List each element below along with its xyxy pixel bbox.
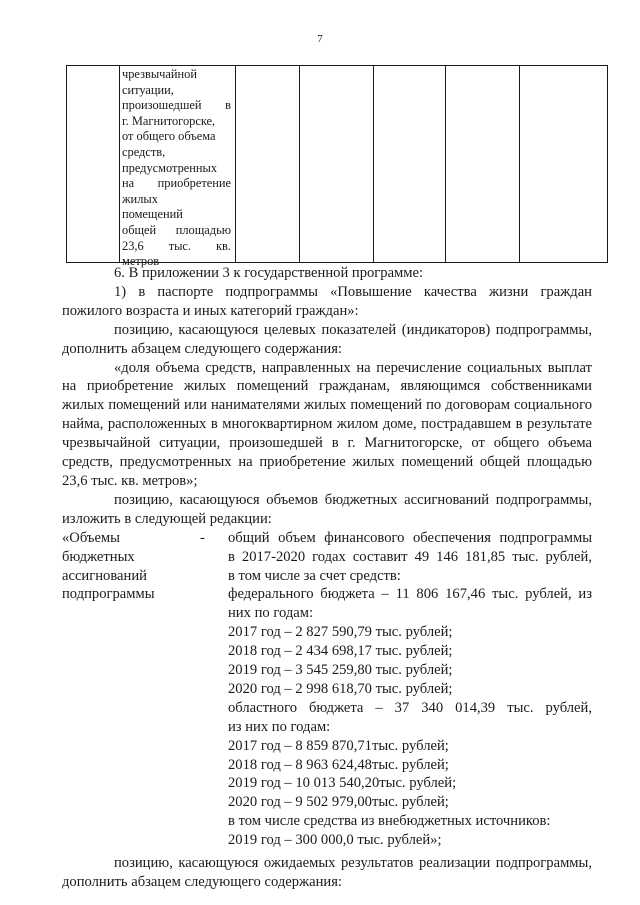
item-1-passport: 1) в паспорте подпрограммы «Повышение качества жизни граждан пожилого возраста и иных категорий граждан»: (62, 283, 592, 319)
cell-line: 23,6 тыс. кв. (122, 238, 231, 253)
volumes-line: них по годам: (228, 605, 314, 622)
volumes-dash: - (200, 529, 205, 546)
volumes-line: в том числе за счет средств: (228, 567, 401, 584)
table-cell-indicator (122, 67, 231, 270)
volumes-line: областного бюджета – 37 340 014,39 тыс. рублей, (228, 699, 592, 716)
volumes-line: 2019 год – 10 013 540,20тыс. рублей; (228, 775, 457, 792)
paragraph-budget: позицию, касающуюся объемов бюджетных ассигнований подпрограммы, изложить в следующей редакции: (62, 491, 592, 527)
cell-line: чрезвычайной (122, 67, 197, 81)
volumes-line: 2017 год – 2 827 590,79 тыс. рублей; (228, 624, 453, 641)
volumes-block (62, 529, 592, 850)
cell-line: средств, (122, 144, 166, 159)
volumes-line: общий объем финансового обеспечения подпрограммы (228, 529, 592, 546)
volumes-line: в 2017-2020 годах составит 49 146 181,85 тыс. рублей, (228, 548, 592, 565)
volumes-label-line: подпрограммы (62, 586, 155, 603)
volumes-line: 2019 год – 3 545 259,80 тыс. рублей; (228, 662, 453, 679)
page-number: 7 (317, 33, 323, 45)
volumes-label-line: ассигнований (62, 567, 147, 584)
volumes-line: 2017 год – 8 859 870,71тыс. рублей; (228, 737, 449, 754)
cell-line: на приобретение (122, 176, 231, 191)
item-6: 6. В приложении 3 к государственной программе: (114, 265, 424, 281)
volumes-line: 2020 год – 2 998 618,70 тыс. рублей; (228, 680, 453, 697)
table-col-divider (119, 65, 120, 262)
table-col-divider (373, 65, 374, 262)
cell-line: помещений (122, 207, 183, 222)
table-top-border (67, 65, 607, 66)
table-col-divider (519, 65, 520, 262)
volumes-line: 2020 год – 9 502 979,00тыс. рублей; (228, 794, 449, 811)
table-col-divider (445, 65, 446, 262)
cell-line: г. Магнитогорске, (122, 113, 216, 128)
volumes-values (228, 529, 592, 850)
cell-line: предусмотренных (122, 160, 218, 175)
volumes-label-line: бюджетных (62, 548, 135, 565)
volumes-line: в том числе средства из внебюджетных источников: (228, 813, 551, 830)
volumes-line: федерального бюджета – 11 806 167,46 тыс. рублей, из (228, 586, 592, 603)
cell-line: общей площадью (122, 222, 231, 237)
cell-line: метров (122, 254, 160, 269)
volumes-line: 2019 год – 300 000,0 тыс. рублей»; (228, 832, 442, 849)
cell-line: ситуации, (122, 82, 174, 97)
table-col-divider (235, 65, 236, 262)
cell-line: от общего объема (122, 129, 216, 144)
paragraph-results: позицию, касающуюся ожидаемых результатов реализации подпрограммы, дополнить абзацем следующего содержания: (62, 855, 592, 890)
volumes-line: 2018 год – 2 434 698,17 тыс. рублей; (228, 643, 453, 660)
volumes-label-line: «Объемы (62, 529, 120, 546)
quote-share-indicator: «доля объема средств, направленных на перечисление социальных выплат на приобретение жилых помещений гражданам, являющимся собственниками жилых помещений или нанимателями жилых помещений по договорам социального найма, расположенных в многоквартирном жилом доме, пострадавшем в результате чрезвычайной ситуации, произошедшей в г. Магнитогорске, от общего объема средств, предусмотренных на приобретение жилых помещений общей площадью 23,6 тыс. кв. метров»; (62, 359, 592, 489)
volumes-line: 2018 год – 8 963 624,48тыс. рублей; (228, 756, 449, 773)
volumes-line: из них по годам: (228, 718, 331, 735)
table-col-divider (299, 65, 300, 262)
paragraph-targets: позицию, касающуюся целевых показателей (индикаторов) подпрограммы, дополнить абзацем следующего содержания: (62, 321, 592, 357)
cell-line: жилых (122, 191, 158, 206)
cell-line: произошедшей в (122, 98, 231, 113)
volumes-label (62, 529, 205, 850)
document-body (62, 264, 592, 892)
